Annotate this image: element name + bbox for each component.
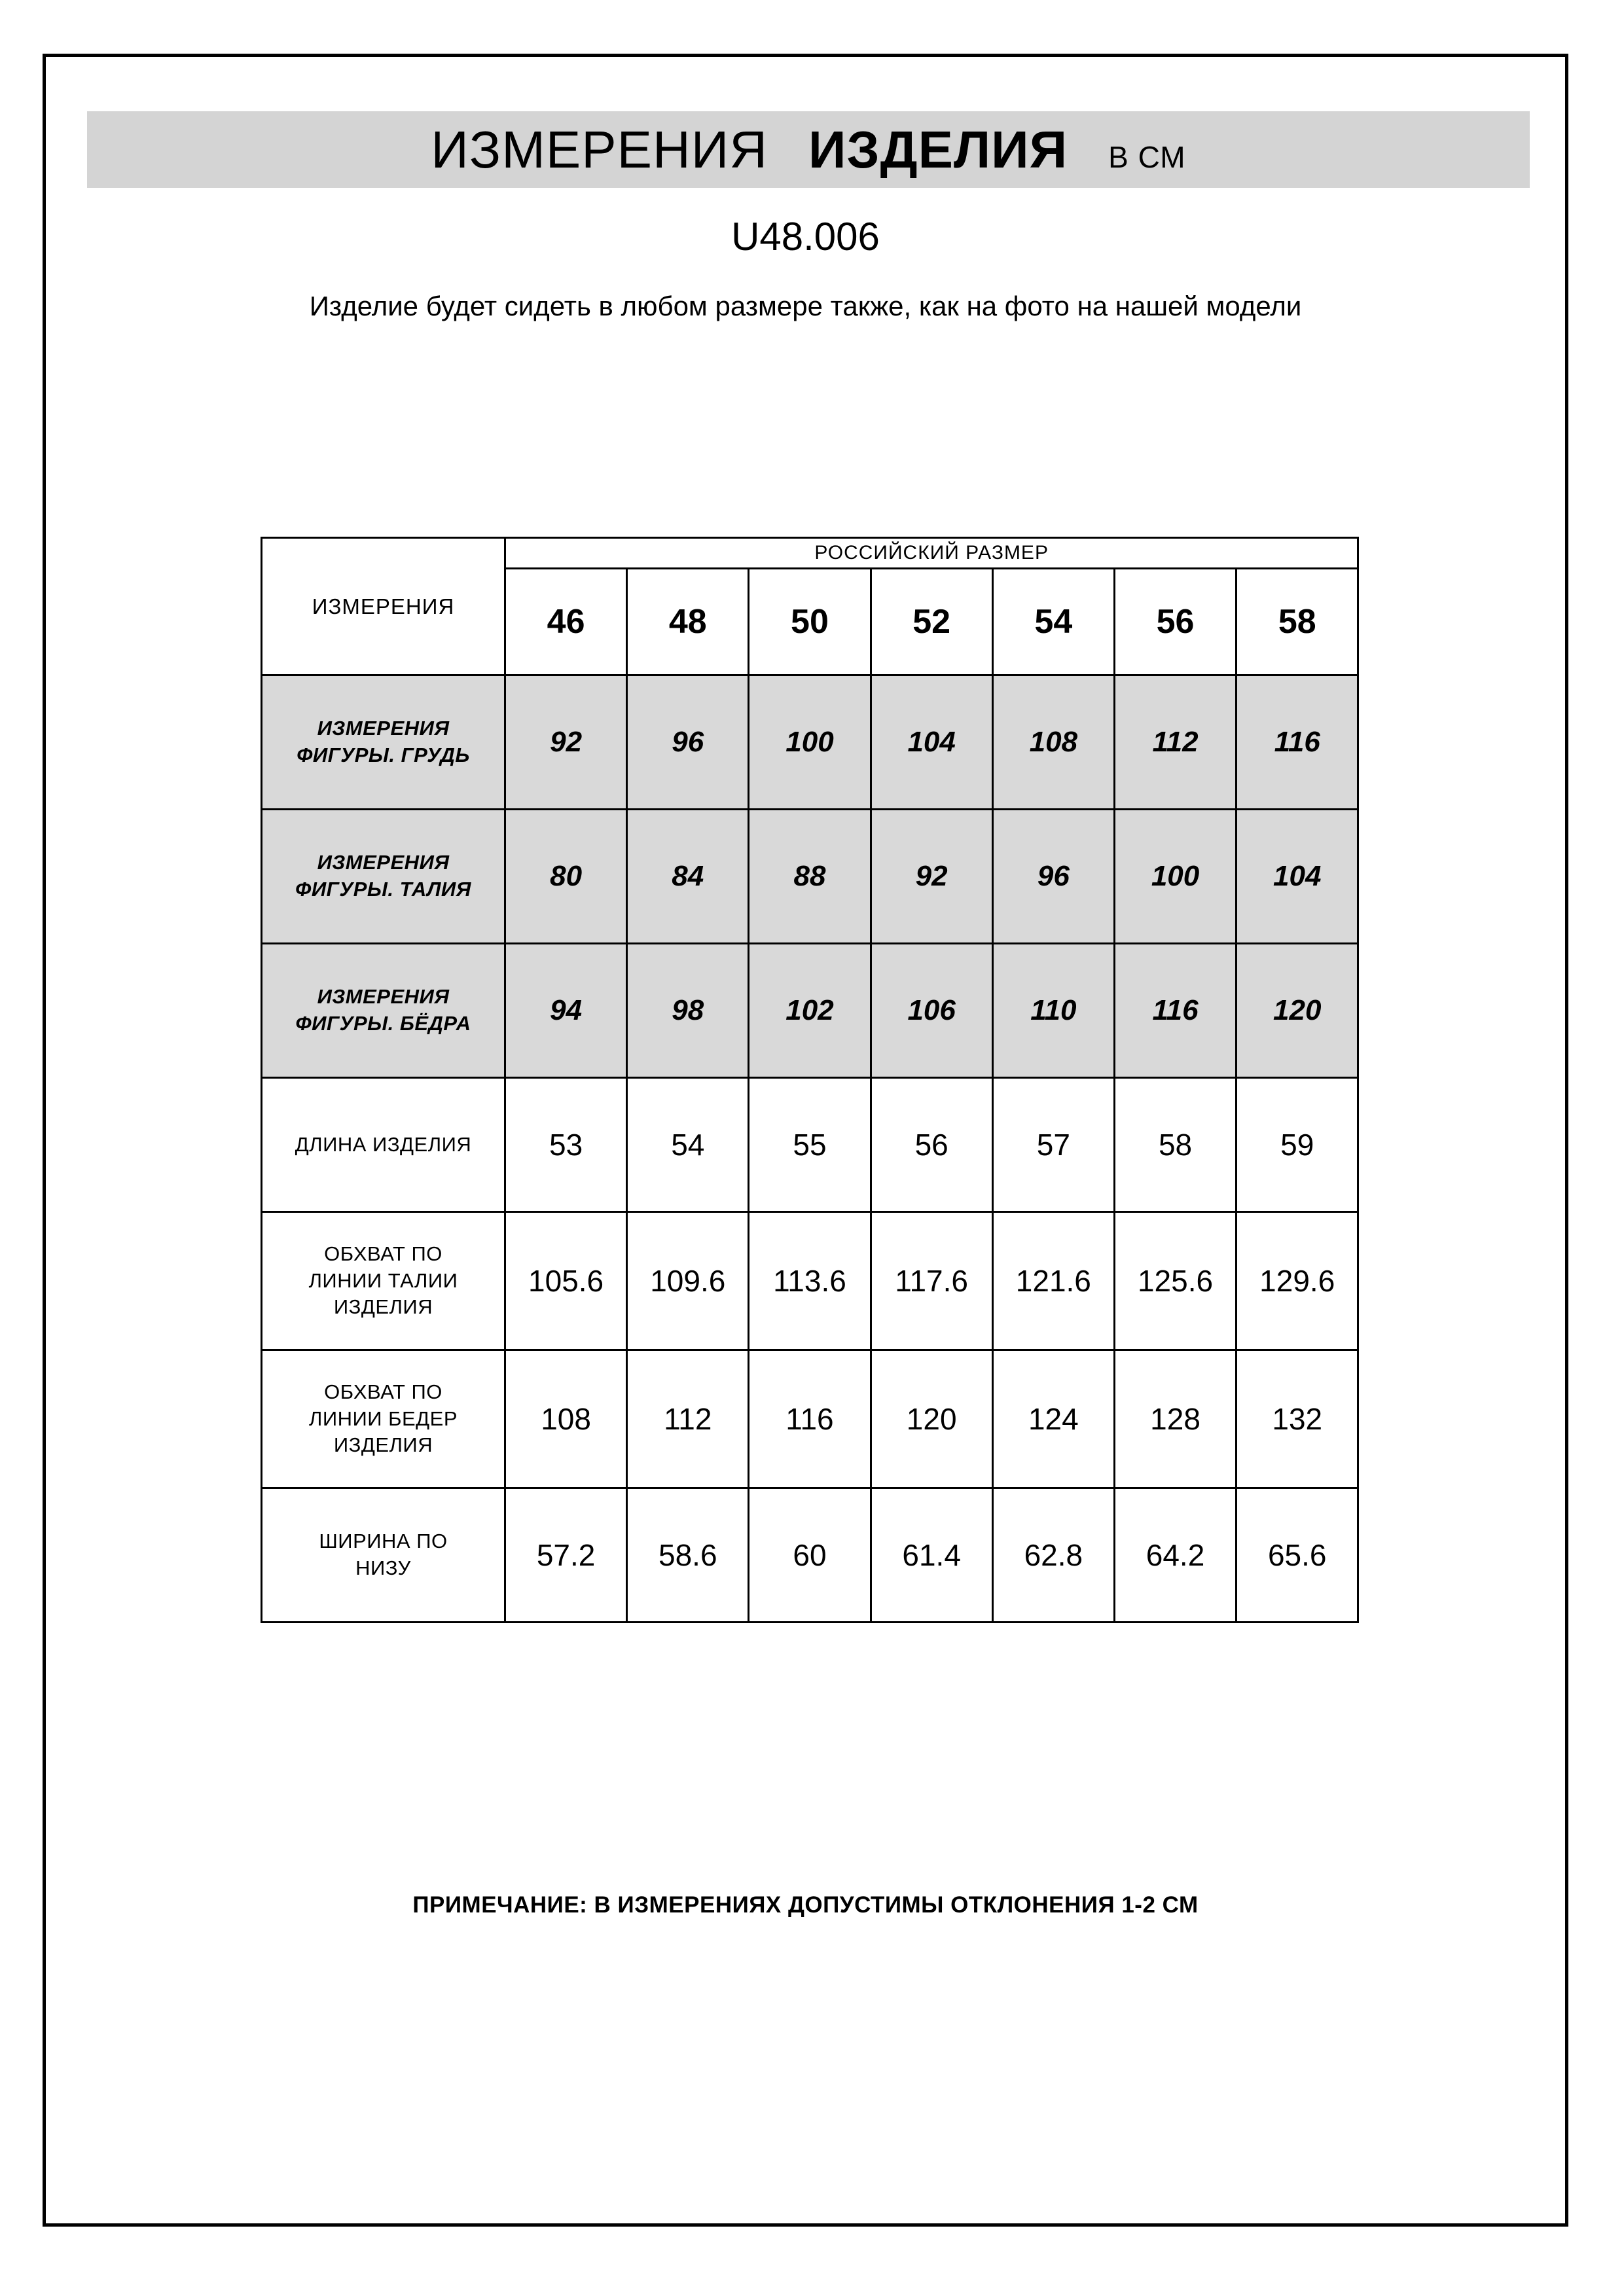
size-column-header: 54 [992,569,1114,675]
measurement-cell: 96 [992,810,1114,944]
row-label [262,1212,505,1350]
measurement-cell: 108 [505,1350,627,1488]
row-label-line: ФИГУРЫ. БЁДРА [295,1012,471,1035]
measurement-cell: 120 [1236,944,1358,1078]
measurement-cell: 116 [1236,675,1358,810]
row-label-line: ФИГУРЫ. ТАЛИЯ [295,878,471,901]
measurement-cell: 56 [871,1078,992,1212]
size-column-header: 52 [871,569,992,675]
measurement-cell: 109.6 [627,1212,749,1350]
title-banner-inner [431,120,1185,180]
measurement-cell: 112 [1114,675,1236,810]
measurement-cell: 57.2 [505,1488,627,1623]
row-label-line: ОБХВАТ ПО [324,1380,442,1403]
measurement-cell: 53 [505,1078,627,1212]
row-label [262,810,505,944]
measurement-cell: 129.6 [1236,1212,1358,1350]
measurement-cell: 64.2 [1114,1488,1236,1623]
measurement-cell: 61.4 [871,1488,992,1623]
measurement-cell: 94 [505,944,627,1078]
table-header-row-group [262,538,1358,569]
measurement-cell: 120 [871,1350,992,1488]
table-row [262,1078,1358,1212]
measurement-cell: 88 [749,810,871,944]
row-label-line: ФИГУРЫ. ГРУДЬ [297,744,470,766]
title-unit-label: В СМ [1108,139,1186,174]
table-row [262,810,1358,944]
measurement-cell: 100 [749,675,871,810]
measurement-cell: 84 [627,810,749,944]
measurement-cell: 113.6 [749,1212,871,1350]
row-label-line: ОБХВАТ ПО [324,1242,442,1265]
measurement-cell: 57 [992,1078,1114,1212]
measurement-cell: 105.6 [505,1212,627,1350]
title-word-measurements: ИЗМЕРЕНИЯ [431,120,768,179]
measurement-cell: 116 [1114,944,1236,1078]
measurement-cell: 59 [1236,1078,1358,1212]
size-table-wrapper [261,537,1357,1623]
measurement-cell: 55 [749,1078,871,1212]
table-row [262,944,1358,1078]
document-page [43,54,1568,2227]
row-label-line: ИЗМЕРЕНИЯ [317,717,450,740]
row-label [262,944,505,1078]
size-column-header: 58 [1236,569,1358,675]
measurement-cell: 110 [992,944,1114,1078]
row-label-line: ИЗДЕЛИЯ [333,1295,433,1319]
measurement-cell: 65.6 [1236,1488,1358,1623]
measurement-cell: 125.6 [1114,1212,1236,1350]
measurement-cell: 104 [871,675,992,810]
table-group-header-russian-size: РОССИЙСКИЙ РАЗМЕР [505,538,1358,569]
row-label [262,1350,505,1488]
measurement-cell: 96 [627,675,749,810]
measurement-cell: 104 [1236,810,1358,944]
tolerance-footnote: ПРИМЕЧАНИЕ: В ИЗМЕРЕНИЯХ ДОПУСТИМЫ ОТКЛОНЕНИЯ 1-2 СМ [412,1892,1199,1918]
size-table [261,537,1359,1623]
measurement-cell: 80 [505,810,627,944]
measurement-cell: 58.6 [627,1488,749,1623]
measurement-cell: 117.6 [871,1212,992,1350]
row-label-line: ИЗМЕРЕНИЯ [317,851,450,874]
row-label-line: НИЗУ [355,1556,411,1579]
measurement-cell: 106 [871,944,992,1078]
title-banner [87,111,1530,188]
measurement-cell: 108 [992,675,1114,810]
measurement-cell: 128 [1114,1350,1236,1488]
size-column-header: 48 [627,569,749,675]
row-label-line: ИЗДЕЛИЯ [333,1433,433,1457]
row-label [262,675,505,810]
row-label-line: ШИРИНА ПО [319,1530,448,1553]
measurement-cell: 100 [1114,810,1236,944]
measurement-cell: 121.6 [992,1212,1114,1350]
row-label-line: ДЛИНА ИЗДЕЛИЯ [295,1132,472,1156]
fit-note-subtitle: Изделие будет сидеть в любом размере также, как на фото на нашей модели [309,291,1302,321]
row-label-line: ЛИНИИ ТАЛИИ [308,1268,458,1292]
table-row [262,1212,1358,1350]
measurement-cell: 98 [627,944,749,1078]
measurement-cell: 54 [627,1078,749,1212]
table-corner-label: ИЗМЕРЕНИЯ [262,538,505,675]
article-code: U48.006 [731,215,880,259]
measurement-cell: 112 [627,1350,749,1488]
title-word-garment: ИЗДЕЛИЯ [808,120,1068,179]
measurement-cell: 92 [871,810,992,944]
table-row [262,1488,1358,1623]
row-label-line: ЛИНИИ БЕДЕР [308,1407,458,1430]
measurement-cell: 132 [1236,1350,1358,1488]
table-row [262,1350,1358,1488]
measurement-cell: 58 [1114,1078,1236,1212]
measurement-cell: 116 [749,1350,871,1488]
row-label [262,1488,505,1623]
measurement-cell: 60 [749,1488,871,1623]
size-column-header: 50 [749,569,871,675]
measurement-cell: 92 [505,675,627,810]
measurement-cell: 124 [992,1350,1114,1488]
size-column-header: 56 [1114,569,1236,675]
measurement-cell: 62.8 [992,1488,1114,1623]
size-column-header: 46 [505,569,627,675]
row-label-line: ИЗМЕРЕНИЯ [317,985,450,1009]
measurement-cell: 102 [749,944,871,1078]
row-label [262,1078,505,1212]
table-row [262,675,1358,810]
